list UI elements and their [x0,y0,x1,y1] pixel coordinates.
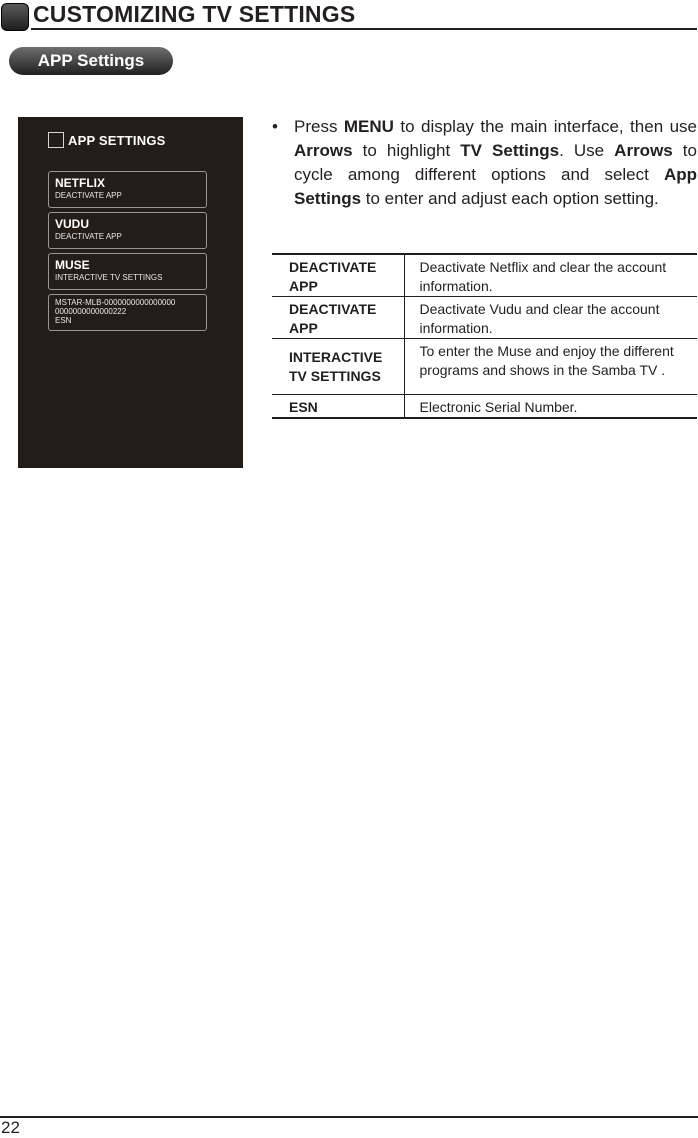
app-settings-icon [48,132,64,148]
screen-item-netflix [48,171,207,208]
option-description: Deactivate Netflix and clear the account information. [404,254,697,297]
text-run: Press [294,117,344,136]
footer-divider [0,1116,698,1118]
table-row [272,395,697,419]
esn-line: MSTAR-MLB-0000000000000000 [55,298,176,307]
keyword-arrows: Arrows [294,141,353,160]
bullet: • [272,117,278,136]
table-row [272,339,697,395]
screen-item-subtitle: DEACTIVATE APP [55,191,122,200]
page-title: CUSTOMIZING TV SETTINGS [33,1,356,27]
instruction-paragraph [272,115,697,211]
header-square-icon [1,3,29,31]
option-description: Electronic Serial Number. [404,395,697,419]
option-name: INTERACTIVE TV SETTINGS [272,339,404,395]
keyword-app-settings: App Settings [294,165,697,208]
keyword-tv-settings: TV Settings [460,141,560,160]
text-run: . Use [559,141,615,160]
esn-line: 0000000000000222 [55,307,127,316]
option-name: DEACTIVATE APP [272,297,404,339]
screen-title-text: APP SETTINGS [68,132,166,148]
header-divider [31,28,697,30]
option-description: Deactivate Vudu and clear the account information. [404,297,697,339]
option-name: DEACTIVATE APP [289,259,377,294]
screen-item-title: VUDU [55,217,90,231]
keyword-menu: MENU [343,117,394,136]
screen-item-esn [48,294,207,331]
text-run: to cycle among different options and select [294,141,697,184]
table-row [272,297,697,339]
screen-item-vudu [48,212,207,249]
esn-line: ESN [55,316,72,325]
screen-item-subtitle: INTERACTIVE TV SETTINGS [55,273,163,282]
keyword-arrows: Arrows [614,141,673,160]
screen-title [48,132,166,148]
screen-item-title: NETFLIX [55,176,105,190]
screen-item-muse [48,253,207,290]
text-run: to enter and adjust each option setting. [361,189,659,208]
settings-table [272,253,697,419]
instruction-text [294,115,697,211]
option-description: To enter the Muse and enjoy the different programs and shows in the Samba TV . [404,339,697,395]
option-name: ESN [272,395,404,419]
text-run: to display the main interface, then use [393,117,697,136]
section-label: APP Settings [9,47,173,75]
screen-item-subtitle: DEACTIVATE APP [55,232,122,241]
text-run: to highlight [352,141,461,160]
screen-item-title: MUSE [55,258,90,272]
tv-screen-illustration [18,117,243,468]
page-number: 22 [1,1118,20,1137]
table-row [272,254,697,297]
